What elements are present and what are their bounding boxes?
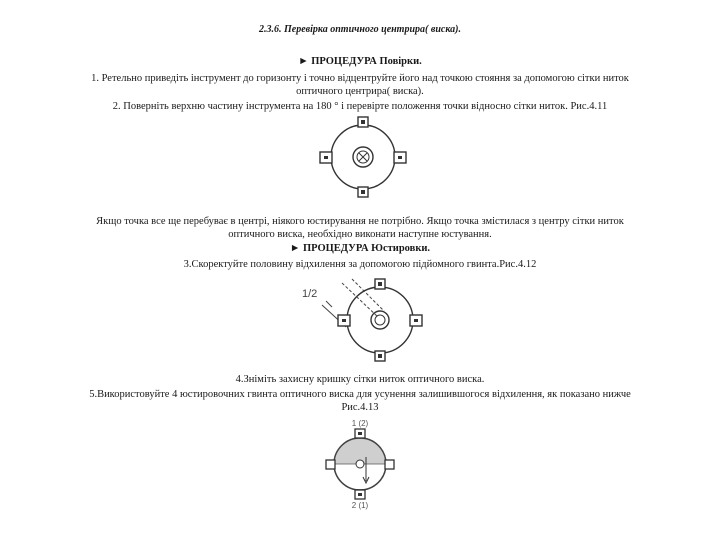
step-5-line-2: Рис.4.13 xyxy=(341,402,379,413)
step-5-line-1: 5.Використовуйте 4 юстировочних гвинта оптичного виска для усунення залишившогося відхилення, як показано нижче xyxy=(89,389,631,400)
figure-4-12 xyxy=(292,275,432,373)
arrow-right-icon: ► xyxy=(289,243,301,254)
procedure-adjust-heading-text: ПРОЦЕДУРА Юстировки. xyxy=(302,243,431,254)
section-title: 2.3.6. Перевірка оптичного центрира( виска). xyxy=(259,24,461,35)
procedure-check-heading xyxy=(0,55,720,68)
result-line-2: оптичного виска, необхідно виконати наступне юстування. xyxy=(228,229,492,240)
procedure-adjust-heading xyxy=(0,242,720,255)
figure-4-13-top-label: 1 (2) xyxy=(351,419,369,428)
step-2-text: 2. Поверніть верхню частину інструмента на 180 ° і перевірте положення точки відносно сітки ниток. Рис.4.11 xyxy=(112,101,608,112)
procedure-check-heading-text: ПРОЦЕДУРА Повірки. xyxy=(311,56,422,67)
figure-4-11 xyxy=(315,112,405,202)
figure-4-12-label: 1/2 xyxy=(302,288,318,300)
step-3-text: 3.Скоректуйте половину відхилення за допомогою підйомного гвинта.Рис.4.12 xyxy=(183,259,537,270)
figure-4-13 xyxy=(322,417,398,509)
arrow-right-icon: ► xyxy=(298,56,309,67)
result-line-1: Якщо точка все ще перебуває в центрі, ніякого юстирування не потрібно. Якщо точка змістилася з центру сітки ниток xyxy=(96,216,624,227)
step-4-text: 4.Зніміть захисну кришку сітки ниток оптичного виска. xyxy=(235,374,485,385)
step-1-line-2: оптичного центрира( виска). xyxy=(296,86,424,97)
step-1-line-1: 1. Ретельно приведіть інструмент до горизонту і точно відцентруйте його над точкою стояння за допомогою сітки ниток xyxy=(91,73,629,84)
figure-4-13-bottom-label: 2 (1) xyxy=(351,501,369,510)
